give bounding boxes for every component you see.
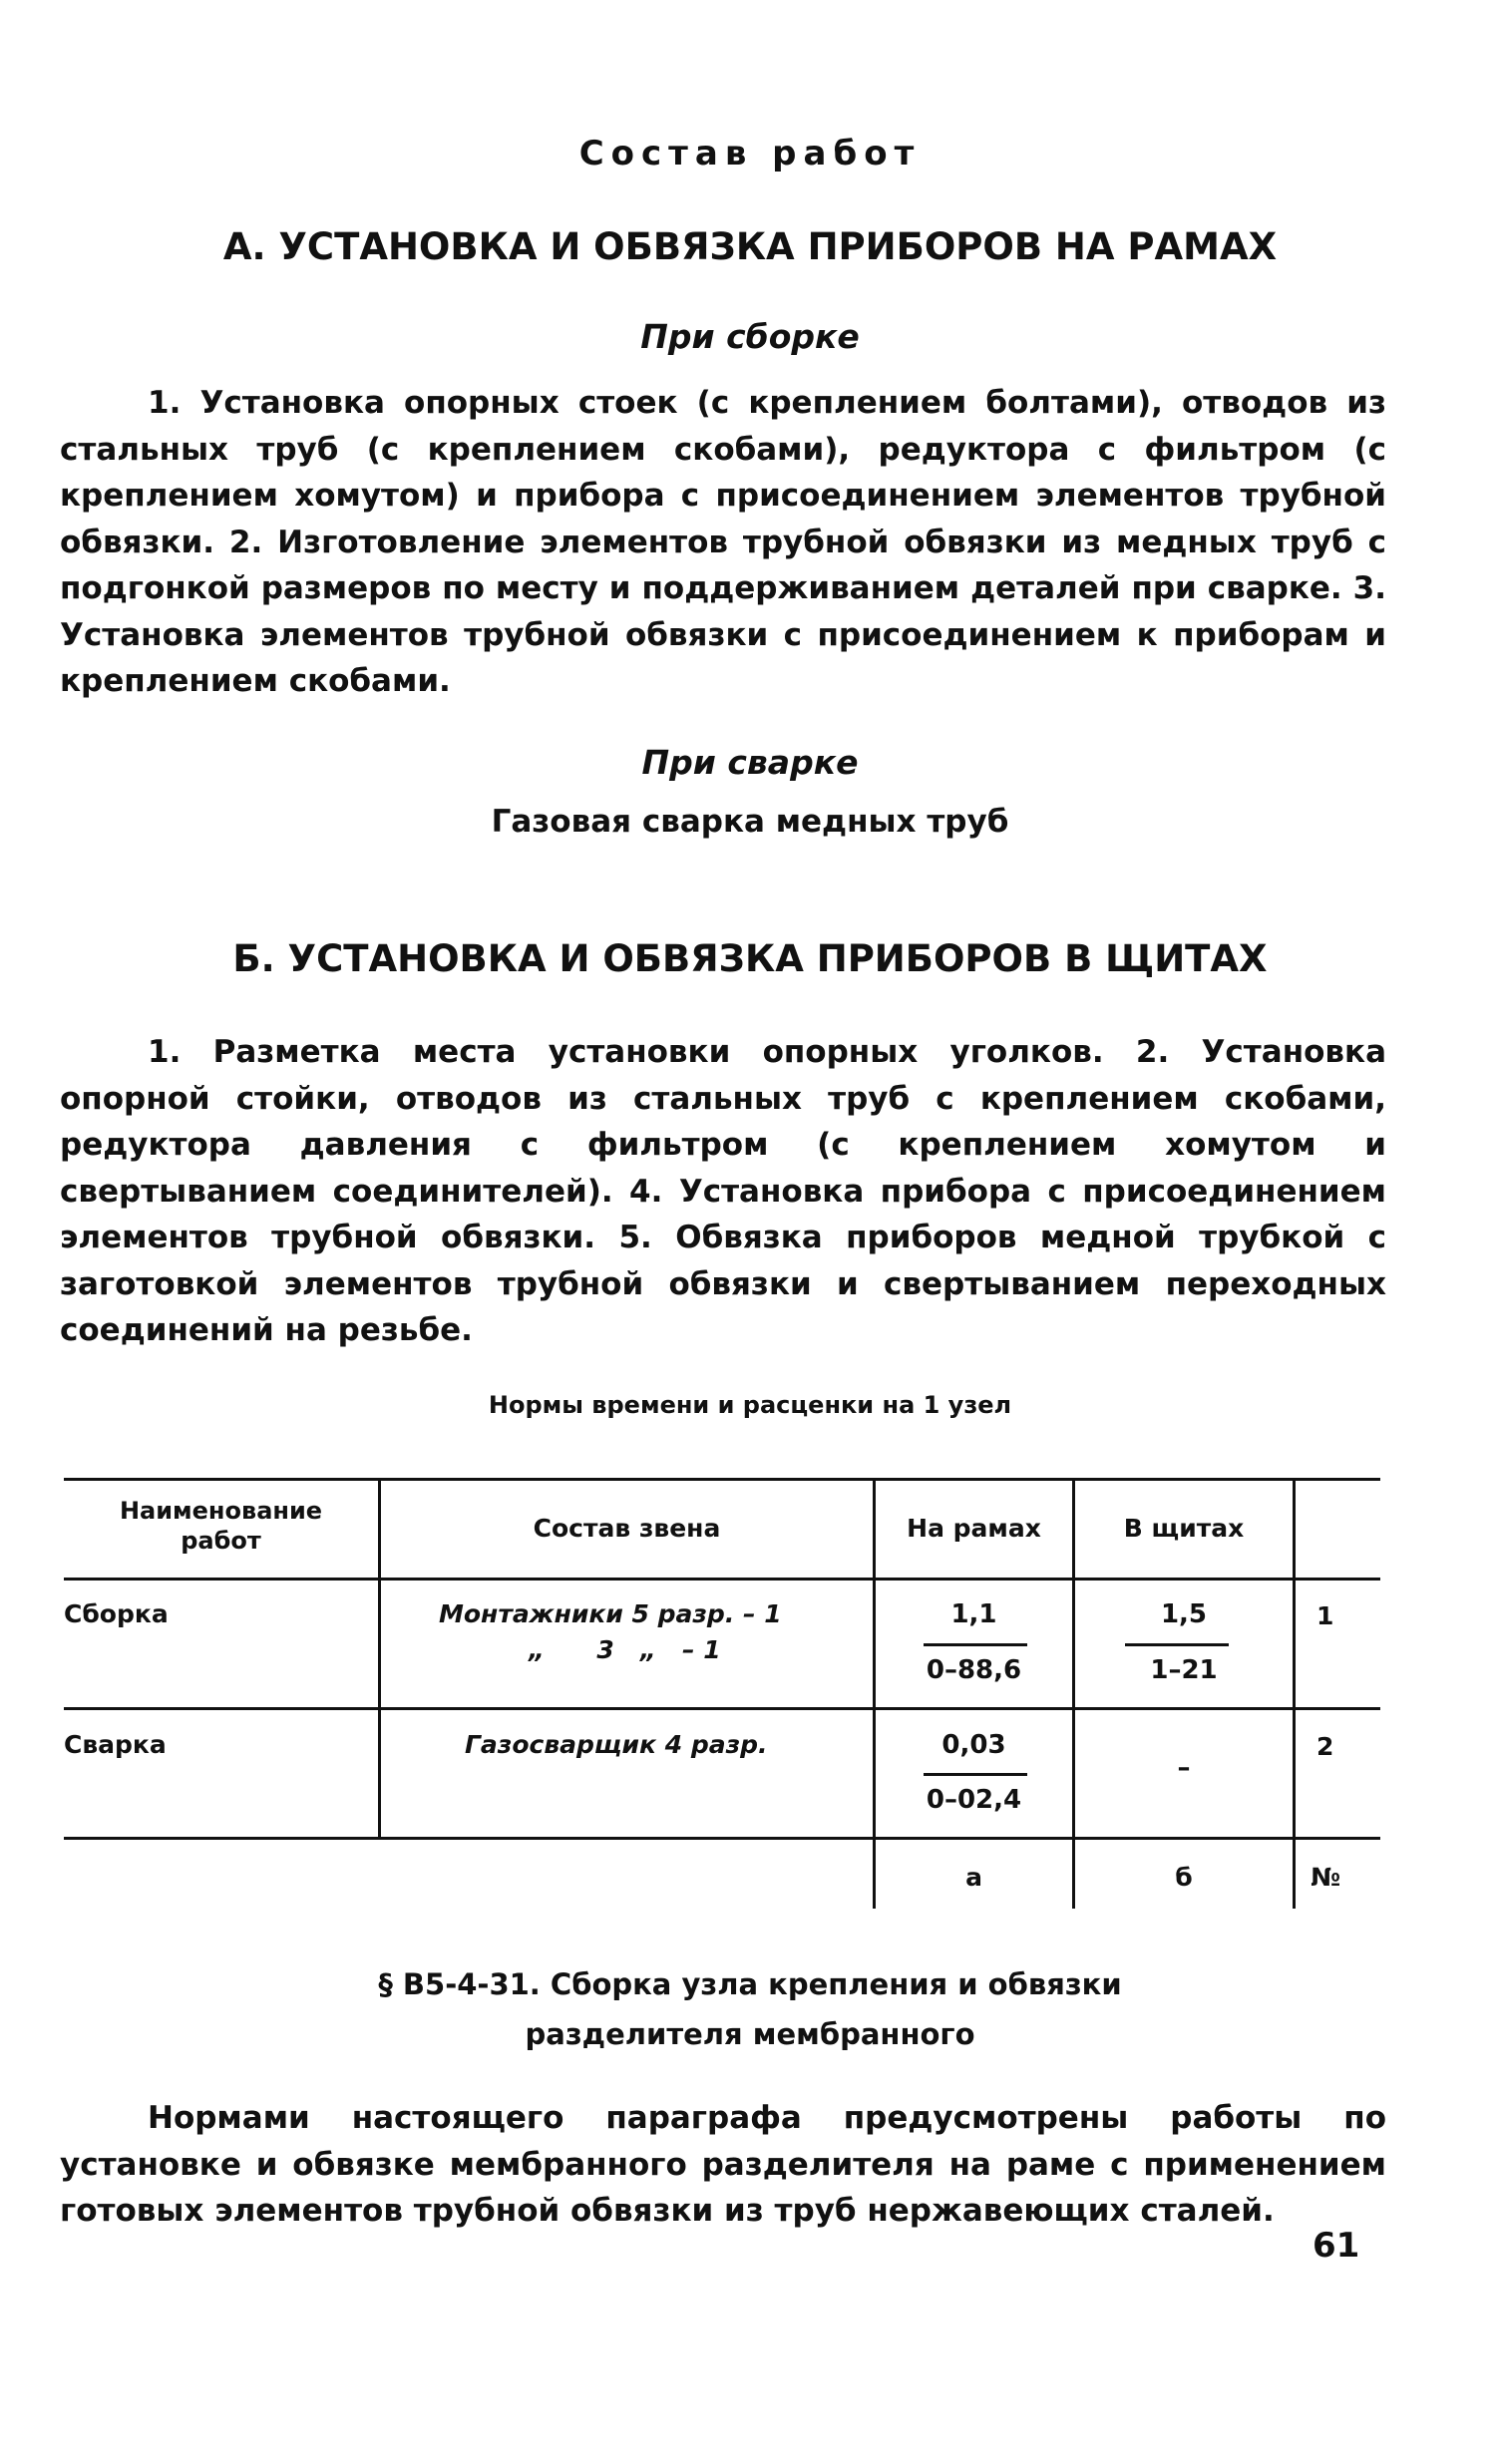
row2-name: Сварка: [64, 1730, 167, 1759]
row2-crew-line1: Газосварщик 4 разр.: [465, 1730, 768, 1759]
assembly-paragraph: 1. Установка опорных стоек (с креплением болтами), отводов из стальных труб (с креплением скобами), редуктора с фильтром (с креплением хомутом) и прибора с присоединением элементов трубной обвязки. 2. Изготовление элементов трубной обвязки из медных труб с подгонкой размеров по месту и поддерживанием деталей при сварке. 3. Установка элементов трубной обвязки с присоединением к приборам и креплением скобами.: [60, 385, 1386, 699]
table-title: Нормы времени и расценки на 1 узел: [488, 1391, 1012, 1419]
section-heading-composition: Состав работ: [578, 134, 922, 174]
row2-frames-top: 0,03: [941, 1730, 1006, 1760]
header-work-name-line2: работ: [181, 1527, 261, 1555]
paragraph-heading-line2: разделителя мембранного: [525, 2017, 975, 2051]
subhead-assembly: При сборке: [640, 317, 860, 356]
header-work-name: [64, 1496, 378, 1556]
row1-panels-bottom: 1–21: [1150, 1655, 1218, 1685]
row2-frames-bottom: 0–02,4: [926, 1785, 1022, 1815]
page-number: 61: [1312, 2226, 1360, 2266]
table-rule-row1: [64, 1707, 1380, 1710]
row2-number: 2: [1316, 1732, 1334, 1761]
row1-frames-top: 1,1: [950, 1599, 997, 1629]
table-rule-top: [64, 1478, 1380, 1481]
row1-number: 1: [1316, 1601, 1334, 1630]
footer-col-a: а: [965, 1863, 982, 1892]
table-rule-bottom: [64, 1837, 1380, 1840]
header-frames: На рамах: [907, 1514, 1041, 1543]
footer-col-num: №: [1311, 1863, 1341, 1892]
row1-crew-line1: Монтажники 5 разр. – 1: [439, 1599, 782, 1628]
row1-panels-top: 1,5: [1160, 1599, 1208, 1629]
table-rule-header: [64, 1578, 1380, 1581]
row1-crew-line2: „ 3 „ – 1: [529, 1635, 721, 1664]
paragraph-heading-line1: § В5-4-31. Сборка узла крепления и обвязки: [378, 1967, 1122, 2001]
section-b-paragraph: 1. Разметка места установки опорных уголков. 2. Установка опорной стойки, отводов из стальных труб с креплением скобами, редуктора давления с фильтром (с креплением хомутом и свертыванием соединителей). 4. Установка прибора с присоединением элементов трубной обвязки. 5. Обвязка приборов медной трубкой с заготовкой элементов трубной обвязки и свертыванием переходных соединений на резьбе.: [60, 1034, 1386, 1348]
row1-panels-bar: [1125, 1643, 1229, 1646]
row2-frames-bar: [924, 1773, 1027, 1776]
row2-panels: –: [1177, 1753, 1191, 1783]
paragraph-text: Нормами настоящего параграфа предусмотрены работы по установке и обвязке мембранного разделителя на раме с применением готовых элементов трубной обвязки из труб нержавеющих сталей.: [60, 2100, 1386, 2229]
table-vline-4: [1293, 1478, 1296, 1909]
section-a-title: А. УСТАНОВКА И ОБВЯЗКА ПРИБОРОВ НА РАМАХ: [222, 225, 1278, 268]
subhead-welding: При сварке: [641, 743, 859, 782]
header-panels: В щитах: [1123, 1514, 1245, 1543]
section-b-title: Б. УСТАНОВКА И ОБВЯЗКА ПРИБОРОВ В ЩИТАХ: [232, 937, 1268, 980]
row1-frames-bottom: 0–88,6: [926, 1655, 1022, 1685]
welding-text: Газовая сварка медных труб: [491, 804, 1009, 840]
header-work-name-line1: Наименование: [119, 1497, 323, 1525]
row1-frames-bar: [924, 1643, 1027, 1646]
footer-col-b: б: [1175, 1863, 1193, 1892]
header-crew: Состав звена: [533, 1514, 721, 1543]
row1-name: Сборка: [64, 1599, 169, 1628]
